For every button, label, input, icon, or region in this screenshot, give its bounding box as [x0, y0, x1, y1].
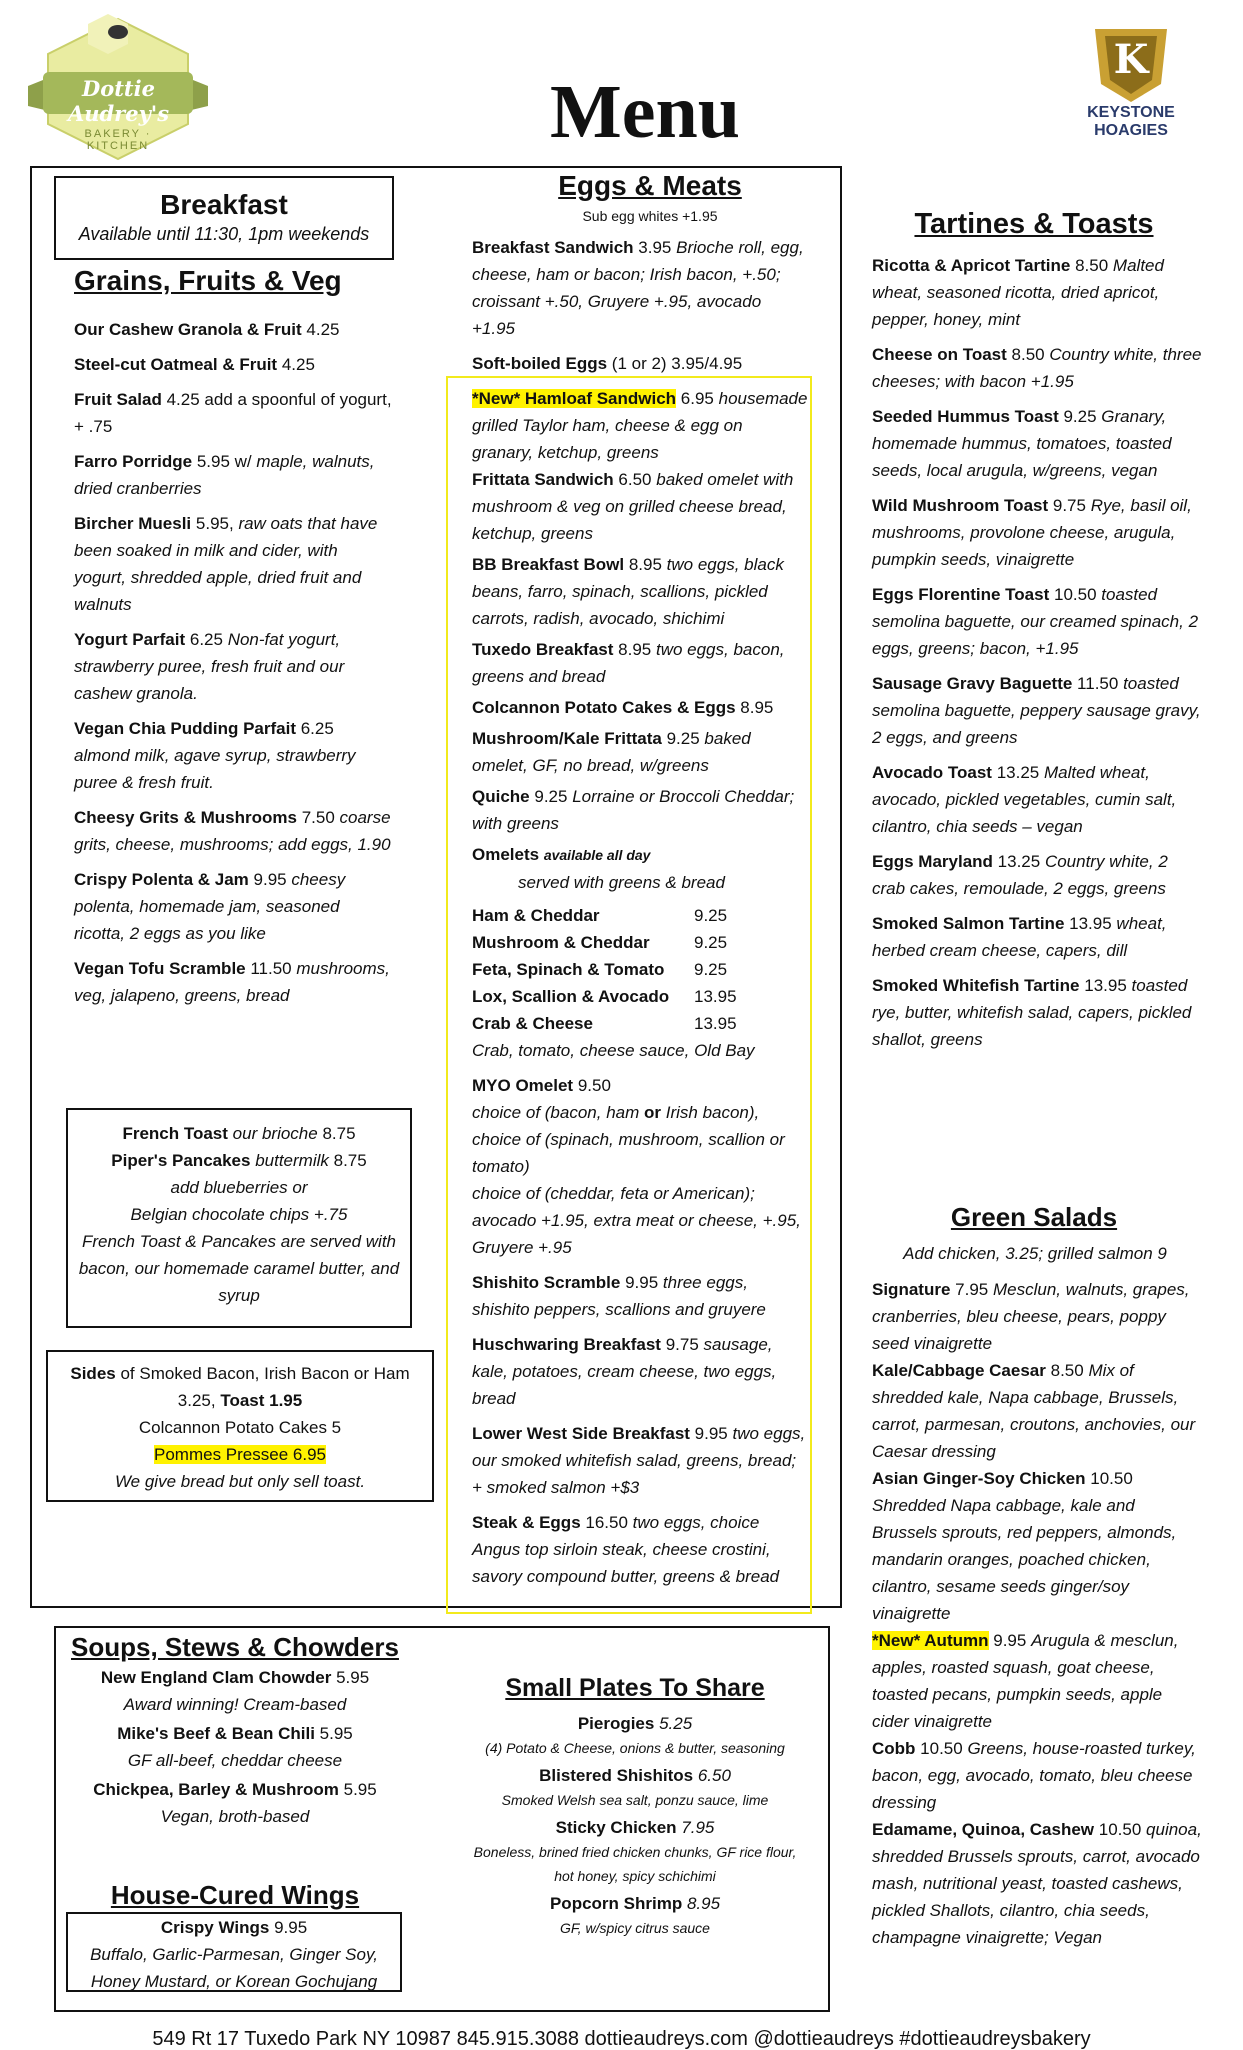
item-name: Smoked Salmon Tartine: [872, 914, 1065, 933]
sides-label: Sides: [70, 1364, 116, 1383]
item-name: Huschwaring Breakfast: [472, 1335, 661, 1354]
item-name: Signature: [872, 1280, 951, 1299]
logo-hoagies: HOAGIES: [1094, 122, 1168, 139]
sides-toast: Toast 1.95: [220, 1391, 303, 1410]
salad-item: [872, 1357, 1202, 1465]
grains-item: [74, 626, 394, 707]
wings-box: [66, 1912, 402, 1992]
item-price: (1 or 2) 3.95/4.95: [611, 354, 743, 373]
item-name: New England Clam Chowder: [100, 1668, 332, 1687]
item-price: 9.75: [665, 1335, 699, 1354]
grains-item: [74, 316, 394, 343]
tartine-item: [872, 341, 1202, 395]
item-price: 6.50: [618, 470, 652, 489]
soups-title: Soups, Stews & Chowders: [71, 1632, 399, 1662]
tartine-item: [872, 910, 1202, 964]
item-price: 10.50: [1090, 1469, 1133, 1488]
item-price: 13.95: [1084, 976, 1127, 995]
sides-line-1: [58, 1360, 422, 1414]
item-name: Eggs Florentine Toast: [872, 585, 1050, 604]
item-price: 4.25: [306, 320, 340, 339]
omelet-price: 13.95: [694, 987, 737, 1006]
item-price: 8.50: [1050, 1361, 1084, 1380]
eggs-item: [472, 551, 808, 632]
omelet-row: [472, 983, 808, 1010]
grains-item: [74, 715, 394, 796]
omelet-price: 9.25: [694, 933, 728, 952]
salads-section: [872, 1276, 1202, 1951]
item-desc: Malted wheat, avocado, pickled vegetables, cumin salt, cilantro, chia seeds – vegan: [872, 763, 1177, 836]
omelet-price: 13.95: [694, 1014, 737, 1033]
logo-k-letter: K: [1113, 36, 1149, 83]
sides-line-2: Colcannon Potato Cakes 5: [138, 1418, 342, 1437]
eggs-list-1: [472, 234, 808, 377]
eggs-item: [472, 350, 808, 377]
tartines-title: Tartines & Toasts: [914, 208, 1154, 240]
item-name: Crispy Polenta & Jam: [74, 870, 249, 889]
item-price: 8.50: [1075, 256, 1109, 275]
eggs-section: [472, 234, 808, 1598]
item-price: 9.95: [694, 1424, 728, 1443]
grains-item: [74, 351, 394, 378]
item-name: Eggs Maryland: [872, 852, 993, 871]
salad-item: [872, 1816, 1202, 1951]
pancakes-note-3: French Toast & Pancakes are served with bacon, our homemade caramel butter, and syrup: [78, 1232, 400, 1305]
omelet-list: [472, 902, 808, 1037]
eggs-item: [472, 694, 808, 721]
item-name: Blistered Shishitos: [539, 1766, 694, 1785]
item-name: Mike's Beef & Bean Chili: [117, 1724, 315, 1743]
item-desc: toasted semolina baguette, peppery sausage gravy, 2 eggs, and greens: [872, 674, 1201, 747]
item-desc: Boneless, brined fried chicken chunks, GF rice flour, hot honey, spicy schichimi: [473, 1844, 797, 1884]
item-desc: Malted wheat, seasoned ricotta, dried apricot, pepper, honey, mint: [872, 256, 1164, 329]
item-desc: two eggs, black beans, farro, spinach, scallions, pickled carrots, radish, avocado, shichimi: [472, 555, 784, 628]
eggs-item: [472, 466, 808, 547]
item-price: 5.95 w/: [196, 452, 252, 471]
item-desc: Non-fat yogurt, strawberry puree, fresh fruit and our cashew granola.: [74, 630, 345, 703]
item-price: 10.50: [920, 1739, 963, 1758]
soup-item: [70, 1720, 400, 1774]
tartine-item: [872, 581, 1202, 662]
item-name: Asian Ginger-Soy Chicken: [872, 1469, 1086, 1488]
soup-item: [70, 1664, 400, 1718]
salads-sub: Add chicken, 3.25; grilled salmon 9: [903, 1244, 1167, 1263]
sides-text: of Smoked Bacon, Irish Bacon or Ham 3.25,: [120, 1364, 410, 1410]
french-toast-name: French Toast: [122, 1124, 228, 1143]
item-name: Colcannon Potato Cakes & Eggs: [472, 698, 736, 717]
item-name: Yogurt Parfait: [74, 630, 186, 649]
pancakes-line: [76, 1147, 402, 1174]
hamloaf-name: *New* Hamloaf Sandwich: [472, 389, 677, 408]
item-desc: Mix of shredded kale, Napa cabbage, Brussels, carrot, parmesan, croutons, anchovies, our Caesar dressing: [872, 1361, 1196, 1461]
tartine-item: [872, 252, 1202, 333]
small-plates-section: [470, 1712, 800, 1944]
item-desc: coarse grits, cheese, mushrooms; add eggs, 1.90: [74, 808, 391, 854]
salad-item: [872, 1465, 1202, 1627]
eggs-title: Eggs & Meats: [558, 170, 742, 201]
item-price: 10.50: [1054, 585, 1097, 604]
item-price: 9.95: [253, 870, 287, 889]
item-desc: Award winning! Cream-based: [123, 1695, 347, 1714]
tartine-item: [872, 492, 1202, 573]
eggs-item: [472, 783, 808, 837]
eggs-item: [472, 234, 808, 342]
item-name: Cheese on Toast: [872, 345, 1007, 364]
pancakes-note-2: Belgian chocolate chips +.75: [130, 1205, 348, 1224]
pancakes-desc: buttermilk: [255, 1151, 329, 1170]
myo-omelet: [472, 1072, 808, 1261]
item-desc: two eggs, bacon, greens and bread: [472, 640, 785, 686]
small-plate-item: [470, 1712, 800, 1760]
item-desc: maple, walnuts, dried cranberries: [74, 452, 375, 498]
small-plates-title: Small Plates To Share: [505, 1674, 765, 1702]
pancakes-box: [66, 1108, 412, 1328]
soups-section: [70, 1664, 400, 1832]
item-price: 9.95: [625, 1273, 659, 1292]
omelet-name: Crab & Cheese: [472, 1014, 593, 1033]
item-name: Sausage Gravy Baguette: [872, 674, 1073, 693]
item-desc: Country white, three cheeses; with bacon +1.95: [872, 345, 1202, 391]
item-price: 13.25: [997, 852, 1041, 871]
grains-item: [74, 448, 394, 502]
item-name: Smoked Whitefish Tartine: [872, 976, 1080, 995]
item-name: Ricotta & Apricot Tartine: [872, 256, 1071, 275]
item-name: Farro Porridge: [74, 452, 193, 471]
item-name: Our Cashew Granola & Fruit: [74, 320, 302, 339]
omelet-row: [472, 929, 808, 956]
omelet-name: Mushroom & Cheddar: [472, 933, 650, 952]
myo-line-1b: Irish bacon), choice of (spinach, mushroom, scallion or tomato): [472, 1103, 785, 1176]
tartine-item: [872, 848, 1202, 902]
item-desc: Vegan, broth-based: [160, 1807, 310, 1826]
breakfast-header-box: [54, 176, 394, 260]
grains-title: Grains, Fruits & Veg: [74, 265, 342, 296]
wings-price: 9.95: [274, 1918, 308, 1937]
tartine-item: [872, 972, 1202, 1053]
grains-item: [74, 866, 394, 947]
myo-name: MYO Omelet: [472, 1076, 574, 1095]
item-desc: Country white, 2 crab cakes, remoulade, 2 eggs, greens: [872, 852, 1168, 898]
hamloaf-desc: housemade grilled Taylor ham, cheese & egg on granary, ketchup, greens: [472, 389, 808, 462]
omelets-note: available all day: [543, 847, 651, 863]
page-title: Menu: [550, 70, 740, 154]
soup-item: [70, 1776, 400, 1830]
omelets-label: Omelets: [472, 845, 540, 864]
item-name: Chickpea, Barley & Mushroom: [93, 1780, 339, 1799]
logo-keystone: KEYSTONE: [1087, 104, 1175, 121]
tartines-section: [872, 252, 1202, 1061]
item-desc: sausage, kale, potatoes, cream cheese, two eggs, bread: [472, 1335, 777, 1408]
wings-desc: Buffalo, Garlic-Parmesan, Ginger Soy, Honey Mustard, or Korean Gochujang: [90, 1945, 378, 1991]
item-price: 5.95: [343, 1780, 377, 1799]
item-name: Quiche: [472, 787, 530, 806]
item-name: Cobb: [872, 1739, 916, 1758]
french-toast-line: [76, 1120, 402, 1147]
omelet-row: [472, 956, 808, 983]
item-price: 6.50: [697, 1766, 731, 1785]
item-price: 11.50: [250, 959, 292, 978]
omelets-served: served with greens & bread: [518, 873, 725, 892]
item-name: Vegan Chia Pudding Parfait: [74, 719, 296, 738]
item-name: Vegan Tofu Scramble: [74, 959, 246, 978]
item-price: 5.25: [659, 1714, 693, 1733]
breakfast-title: Breakfast: [160, 189, 288, 220]
myo-line-1a: choice of (bacon, ham: [472, 1103, 640, 1122]
item-desc: GF, w/spicy citrus sauce: [560, 1920, 710, 1936]
tartines-list: [872, 252, 1202, 1053]
omelet-row: [472, 902, 808, 929]
item-name: Wild Mushroom Toast: [872, 496, 1049, 515]
footer: 549 Rt 17 Tuxedo Park NY 10987 845.915.3088 dottieaudreys.com @dottieaudreys #dottieaudreysbakery: [152, 2028, 1091, 2050]
item-price: 16.50: [585, 1513, 628, 1532]
item-desc: baked omelet with mushroom & veg on grilled cheese bread, ketchup, greens: [472, 470, 794, 543]
omelet-name: Lox, Scallion & Avocado: [472, 987, 670, 1006]
hamloaf-item: [472, 385, 808, 466]
item-name: Popcorn Shrimp: [549, 1894, 683, 1913]
item-name: Tuxedo Breakfast: [472, 640, 614, 659]
grains-item: [74, 510, 394, 618]
item-desc: (4) Potato & Cheese, onions & butter, seasoning: [485, 1740, 785, 1756]
item-desc: baked omelet, GF, no bread, w/greens: [472, 729, 751, 775]
item-price: 3.95: [638, 238, 672, 257]
grains-item: [74, 386, 394, 440]
item-name: BB Breakfast Bowl: [472, 555, 625, 574]
item-name: Lower West Side Breakfast: [472, 1424, 690, 1443]
item-desc: three eggs, shishito peppers, scallions and gruyere: [472, 1273, 766, 1319]
eggs-sub: Sub egg whites +1.95: [582, 208, 718, 224]
item-price: 6.25: [189, 630, 223, 649]
eggs-list-3: [472, 1269, 808, 1590]
item-desc: raw oats that have been soaked in milk and cider, with yogurt, shredded apple, dried fruit and walnuts: [74, 514, 378, 614]
item-name: Steel-cut Oatmeal & Fruit: [74, 355, 278, 374]
dottie-audreys-logo: [28, 14, 208, 164]
salad-item: [872, 1735, 1202, 1816]
item-price: 13.95: [1069, 914, 1112, 933]
pancakes-name: Piper's Pancakes: [111, 1151, 251, 1170]
french-toast-desc: our brioche: [232, 1124, 318, 1143]
item-desc: Brioche roll, egg, cheese, ham or bacon; Irish bacon, +.50; croissant +.50, Gruyere +.95, avocado +1.95: [472, 238, 804, 338]
item-name: *New* Autumn: [872, 1631, 989, 1650]
grains-list: [74, 316, 394, 1009]
pommes-pressee: Pommes Pressee 6.95: [154, 1445, 326, 1464]
small-plate-item: [470, 1816, 800, 1888]
wings-title: House-Cured Wings: [110, 1880, 360, 1910]
small-plates-list: [470, 1712, 800, 1940]
item-desc: quinoa, shredded Brussels sprouts, carrot, avocado mash, nutritional yeast, toasted cashews, pickled Shallots, cilantro, chia seeds, champagne vinaigrette; Vegan: [872, 1820, 1202, 1947]
item-desc: two eggs, our smoked whitefish salad, greens, bread; + smoked salmon +$3: [472, 1424, 806, 1497]
item-name: Frittata Sandwich: [472, 470, 614, 489]
salads-list: [872, 1276, 1202, 1951]
item-desc: almond milk, agave syrup, strawberry puree & fresh fruit.: [74, 746, 356, 792]
omelet-price: 9.25: [694, 960, 728, 979]
item-desc: two eggs, choice Angus top sirloin steak, cheese crostini, savory compound butter, greens & bread: [472, 1513, 780, 1586]
item-desc: Arugula & mesclun, apples, roasted squash, goat cheese, toasted pecans, pumpkin seeds, apple cider vinaigrette: [872, 1631, 1179, 1731]
eggs-list-2: [472, 466, 808, 837]
wings-name: Crispy Wings: [160, 1918, 270, 1937]
tartine-item: [872, 759, 1202, 840]
omelet-row: [472, 1010, 808, 1037]
item-price: 9.25: [534, 787, 568, 806]
small-plate-item: [470, 1892, 800, 1940]
item-name: Cheesy Grits & Mushrooms: [74, 808, 297, 827]
item-desc: Greens, house-roasted turkey, bacon, egg, avocado, tomato, bleu cheese dressing: [872, 1739, 1196, 1812]
item-desc: toasted rye, butter, whitefish salad, capers, pickled shallot, greens: [872, 976, 1192, 1049]
item-price: 5.95: [319, 1724, 353, 1743]
omelet-price: 9.25: [694, 906, 728, 925]
item-price: 9.25: [1063, 407, 1097, 426]
eggs-item: [472, 1509, 808, 1590]
myo-price: 9.50: [577, 1076, 611, 1095]
eggs-item: [472, 1420, 808, 1501]
item-price: 10.50: [1098, 1820, 1142, 1839]
tartine-item: [872, 403, 1202, 484]
item-desc: mushrooms, veg, jalapeno, greens, bread: [74, 959, 390, 1005]
item-price: 8.95: [686, 1894, 721, 1913]
eggs-item: [472, 636, 808, 690]
item-price: 11.50: [1077, 674, 1119, 693]
item-desc: cheesy polenta, homemade jam, seasoned ricotta, 2 eggs as you like: [74, 870, 346, 943]
salad-item: [872, 1276, 1202, 1357]
item-name: Soft-boiled Eggs: [472, 354, 608, 373]
soups-list: [70, 1664, 400, 1830]
item-name: Steak & Eggs: [472, 1513, 581, 1532]
item-desc: Rye, basil oil, mushrooms, provolone cheese, arugula, pumpkin seeds, vinaigrette: [872, 496, 1192, 569]
pancakes-note-1: add blueberries or: [170, 1178, 308, 1197]
item-name: Pierogies: [577, 1714, 655, 1733]
item-price: 8.95: [618, 640, 652, 659]
omelet-name: Feta, Spinach & Tomato: [472, 960, 665, 979]
grains-item: [74, 804, 394, 858]
item-price: 7.95: [955, 1280, 989, 1299]
logo-left-text: Dottie Audrey's: [67, 76, 170, 126]
keystone-hoagies-logo: [1085, 24, 1177, 144]
item-price: 5.95: [336, 1668, 370, 1687]
item-price: 13.25: [996, 763, 1040, 782]
item-name: Edamame, Quinoa, Cashew: [872, 1820, 1095, 1839]
eggs-item: [472, 1331, 808, 1412]
item-price: 9.25: [666, 729, 700, 748]
item-price: 7.95: [681, 1818, 715, 1837]
item-name: Seeded Hummus Toast: [872, 407, 1059, 426]
item-price: 8.95: [628, 555, 662, 574]
item-price: 8.95: [740, 698, 774, 717]
item-desc: wheat, herbed cream cheese, capers, dill: [872, 914, 1167, 960]
crab-desc: Crab, tomato, cheese sauce, Old Bay: [472, 1041, 755, 1060]
item-price: 9.95: [993, 1631, 1027, 1650]
item-desc: Mesclun, walnuts, grapes, cranberries, bleu cheese, pears, poppy seed vinaigrette: [872, 1280, 1190, 1353]
item-name: Bircher Muesli: [74, 514, 192, 533]
myo-or: or: [644, 1103, 661, 1122]
pancakes-price: 8.75: [333, 1151, 367, 1170]
item-name: Kale/Cabbage Caesar: [872, 1361, 1046, 1380]
sides-box: [46, 1350, 434, 1502]
breakfast-hours: Available until 11:30, 1pm weekends: [78, 224, 370, 244]
omelet-name: Ham & Cheddar: [472, 906, 600, 925]
item-price: 7.50: [301, 808, 335, 827]
item-price: 4.25: [281, 355, 315, 374]
item-name: Avocado Toast: [872, 763, 992, 782]
grains-item: [74, 955, 394, 1009]
item-desc: Lorraine or Broccoli Cheddar; with greens: [472, 787, 795, 833]
myo-line-2: choice of (cheddar, feta or American); avocado +1.95, extra meat or cheese, +.95, Gruyere +.95: [472, 1184, 801, 1257]
item-name: Fruit Salad: [74, 390, 162, 409]
salad-item: [872, 1627, 1202, 1735]
item-name: Shishito Scramble: [472, 1273, 621, 1292]
eggs-item: [472, 725, 808, 779]
salads-title: Green Salads: [950, 1202, 1118, 1232]
item-desc: GF all-beef, cheddar cheese: [127, 1751, 343, 1770]
item-price: 6.25: [300, 719, 334, 738]
item-price: 9.75: [1052, 496, 1086, 515]
item-desc: Smoked Welsh sea salt, ponzu sauce, lime: [501, 1792, 769, 1808]
small-plate-item: [470, 1764, 800, 1812]
logo-left-sub: BAKERY · KITCHEN: [84, 128, 152, 152]
item-name: Sticky Chicken: [555, 1818, 677, 1837]
item-desc: Shredded Napa cabbage, kale and Brussels sprouts, red peppers, almonds, mandarin oranges, poached chicken, cilantro, sesame seeds ginger/soy vinaigrette: [872, 1496, 1177, 1623]
item-name: Mushroom/Kale Frittata: [472, 729, 662, 748]
item-price: 5.95,: [195, 514, 234, 533]
sides-note: We give bread but only sell toast.: [114, 1472, 366, 1491]
tartine-item: [872, 670, 1202, 751]
omelets-header: [472, 841, 808, 869]
item-price: 8.50: [1011, 345, 1045, 364]
grains-section: [74, 262, 394, 1017]
hamloaf-price: 6.95: [680, 389, 714, 408]
item-name: Breakfast Sandwich: [472, 238, 634, 257]
french-toast-price: 8.75: [322, 1124, 356, 1143]
item-desc: toasted semolina baguette, our creamed spinach, 2 eggs, greens; bacon, +1.95: [872, 585, 1199, 658]
eggs-item: [472, 1269, 808, 1323]
item-desc: Granary, homemade hummus, tomatoes, toasted seeds, local arugula, w/greens, vegan: [872, 407, 1172, 480]
item-price: 4.25 add a spoonful of yogurt, + .75: [74, 390, 392, 436]
